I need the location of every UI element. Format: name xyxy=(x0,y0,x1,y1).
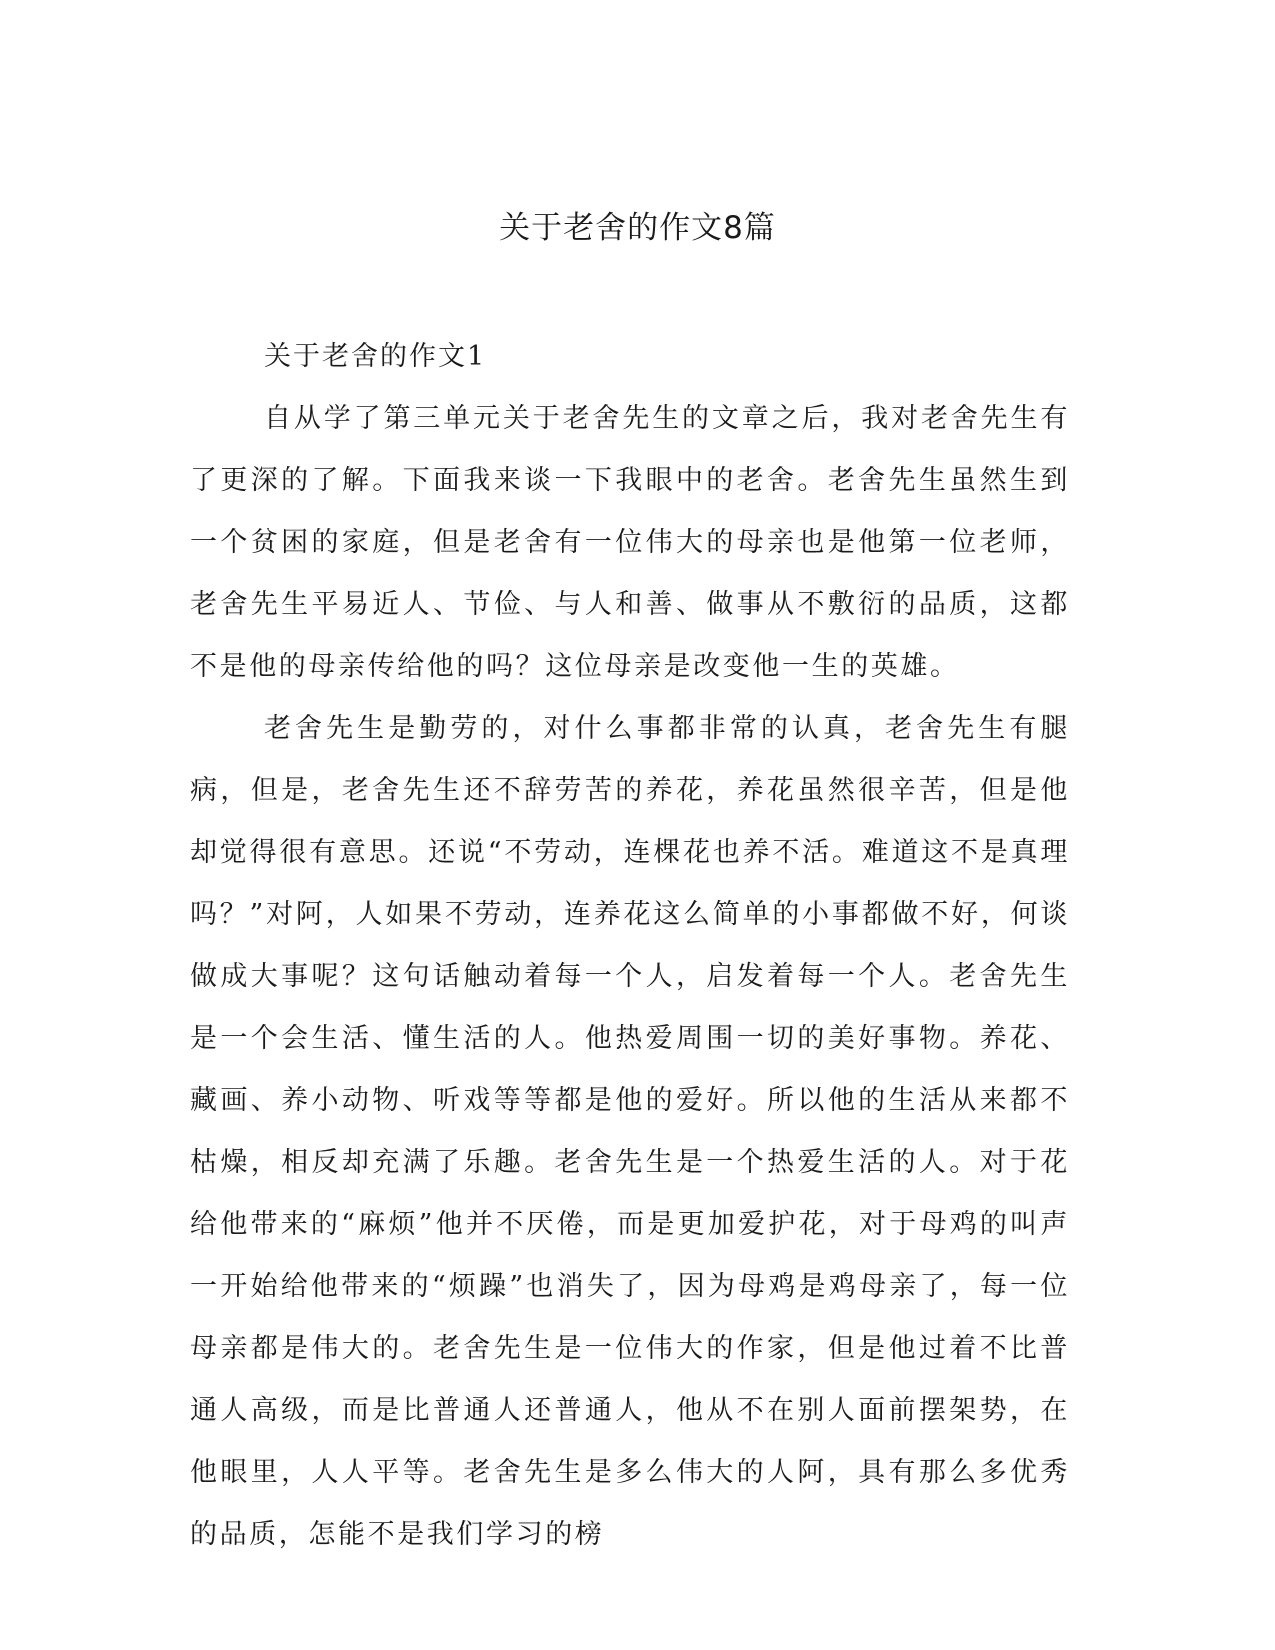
paragraph-1: 自从学了第三单元关于老舍先生的文章之后，我对老舍先生有了更深的了解。下面我来谈一下我眼中的老舍。老舍先生虽然生到一个贫困的家庭，但是老舍有一位伟大的母亲也是他第一位老师，老舍先生平易近人、节俭、与人和善、做事从不敷衍的品质，这都不是他的母亲传给他的吗？这位母亲是改变他一生的英雄。 xyxy=(190,403,1070,682)
section-heading: 关于老舍的作文1 xyxy=(264,341,487,372)
document-title: 关于老舍的作文8篇 xyxy=(499,210,776,246)
paragraph-2: 老舍先生是勤劳的，对什么事都非常的认真，老舍先生有腿病，但是，老舍先生还不辞劳苦的养花，养花虽然很辛苦，但是他却觉得很有意思。还说“不劳动，连棵花也养不活。难道这不是真理吗？”对阿，人如果不劳动，连养花这么简单的小事都做不好，何谈做成大事呢？这句话触动着每一个人，启发着每一个人。老舍先生是一个会生活、懂生活的人。他热爱周围一切的美好事物。养花、藏画、养小动物、听戏等等都是他的爱好。所以他的生活从来都不枯燥，相反却充满了乐趣。老舍先生是一个热爱生活的人。对于花给他带来的“麻烦”他并不厌倦，而是更加爱护花，对于母鸡的叫声一开始给他带来的“烦躁”也消失了，因为母鸡是鸡母亲了，每一位母亲都是伟大的。老舍先生是一位伟大的作家，但是他过着不比普通人高级，而是比普通人还普通人，他从不在别人面前摆架势，在他眼里，人人平等。老舍先生是多么伟大的人阿，具有那么多优秀的品质，怎能不是我们学习的榜 xyxy=(190,713,1070,1550)
document-body xyxy=(190,326,1070,1566)
